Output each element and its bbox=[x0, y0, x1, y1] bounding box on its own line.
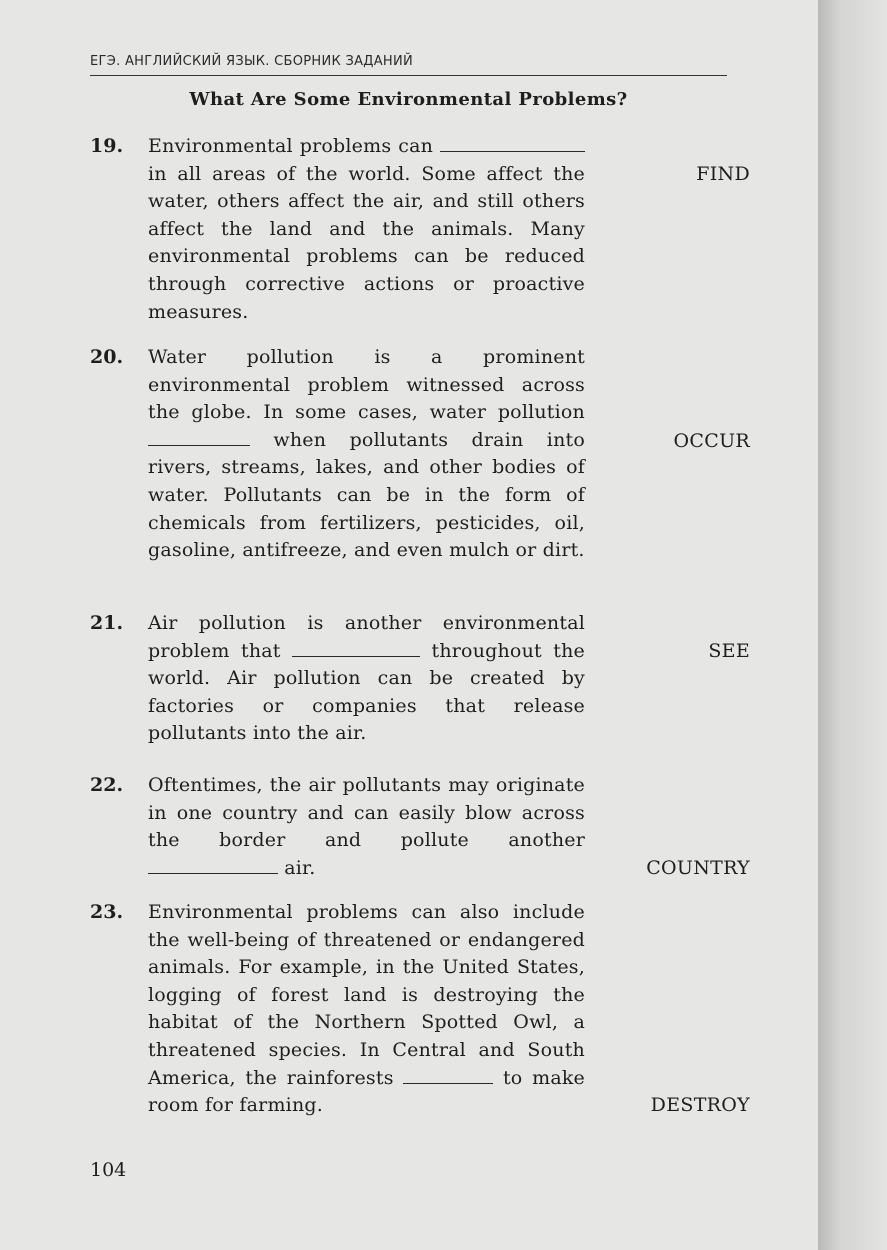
text-after-gap: to make room for farming. bbox=[148, 1066, 586, 1117]
page-number: 104 bbox=[90, 1159, 127, 1181]
task-keyword: OCCUR bbox=[673, 430, 750, 452]
task-keyword: COUNTRY bbox=[646, 857, 750, 879]
answer-gap[interactable] bbox=[148, 855, 278, 874]
task-21 bbox=[90, 610, 750, 750]
text-before-gap: Oftentimes, the air pollutants may originate in one country and can easily blow across the border and pollute another bbox=[148, 774, 585, 852]
text-after-gap: throughout the world. Air pollution can be created by factories or companies that release pollutants into the air. bbox=[148, 639, 585, 745]
text-after-gap: air. bbox=[278, 856, 316, 879]
task-number: 19. bbox=[90, 135, 124, 157]
task-text bbox=[148, 899, 585, 1120]
task-number: 21. bbox=[90, 612, 124, 634]
task-text bbox=[148, 344, 585, 565]
task-text bbox=[148, 772, 585, 882]
task-22 bbox=[90, 772, 750, 884]
page-edge-shadow bbox=[818, 0, 887, 1250]
task-23 bbox=[90, 899, 750, 1149]
answer-gap[interactable] bbox=[440, 133, 585, 152]
task-keyword: SEE bbox=[708, 640, 750, 662]
task-text bbox=[148, 133, 585, 326]
task-number: 22. bbox=[90, 774, 124, 796]
task-keyword: FIND bbox=[696, 163, 750, 185]
answer-gap[interactable] bbox=[292, 638, 420, 657]
task-19 bbox=[90, 133, 750, 327]
task-text bbox=[148, 610, 585, 748]
text-after-gap: in all areas of the world. Some affect the water, others affect the air, and still others affect the land and the animals. Many environmental problems can be reduced through corrective actions or proactive measures. bbox=[148, 162, 585, 323]
header-rule bbox=[90, 75, 727, 76]
text-before-gap: Environmental problems can also include the well-being of threatened or endangered animals. For example, in the United States, logging of forest land is destroying the habitat of the Northern Spotted Owl, a threatened species. In Central and South America, the rainforests bbox=[148, 901, 585, 1089]
running-head: ЕГЭ. АНГЛИЙСКИЙ ЯЗЫК. СБОРНИК ЗАДАНИЙ bbox=[90, 54, 414, 69]
task-20 bbox=[90, 344, 750, 594]
task-keyword: DESTROY bbox=[650, 1094, 750, 1116]
task-number: 20. bbox=[90, 346, 124, 368]
text-before-gap: Air pollution is another environmental problem that bbox=[148, 612, 585, 662]
page-title: What Are Some Environmental Problems? bbox=[189, 89, 628, 110]
text-before-gap: Environmental problems can bbox=[148, 135, 440, 157]
answer-gap[interactable] bbox=[148, 427, 250, 446]
answer-gap[interactable] bbox=[403, 1065, 493, 1084]
task-number: 23. bbox=[90, 901, 124, 923]
text-after-gap: when pollutants drain into rivers, streams, lakes, and other bodies of water. Pollutants can be in the form of chemicals from fertilizers, pesticides, oil, gasoline, antifreeze, and even mulch or dirt. bbox=[148, 428, 585, 562]
text-before-gap: Water pollution is a prominent environmental problem witnessed across the globe. In some cases, water pollution bbox=[148, 346, 585, 424]
